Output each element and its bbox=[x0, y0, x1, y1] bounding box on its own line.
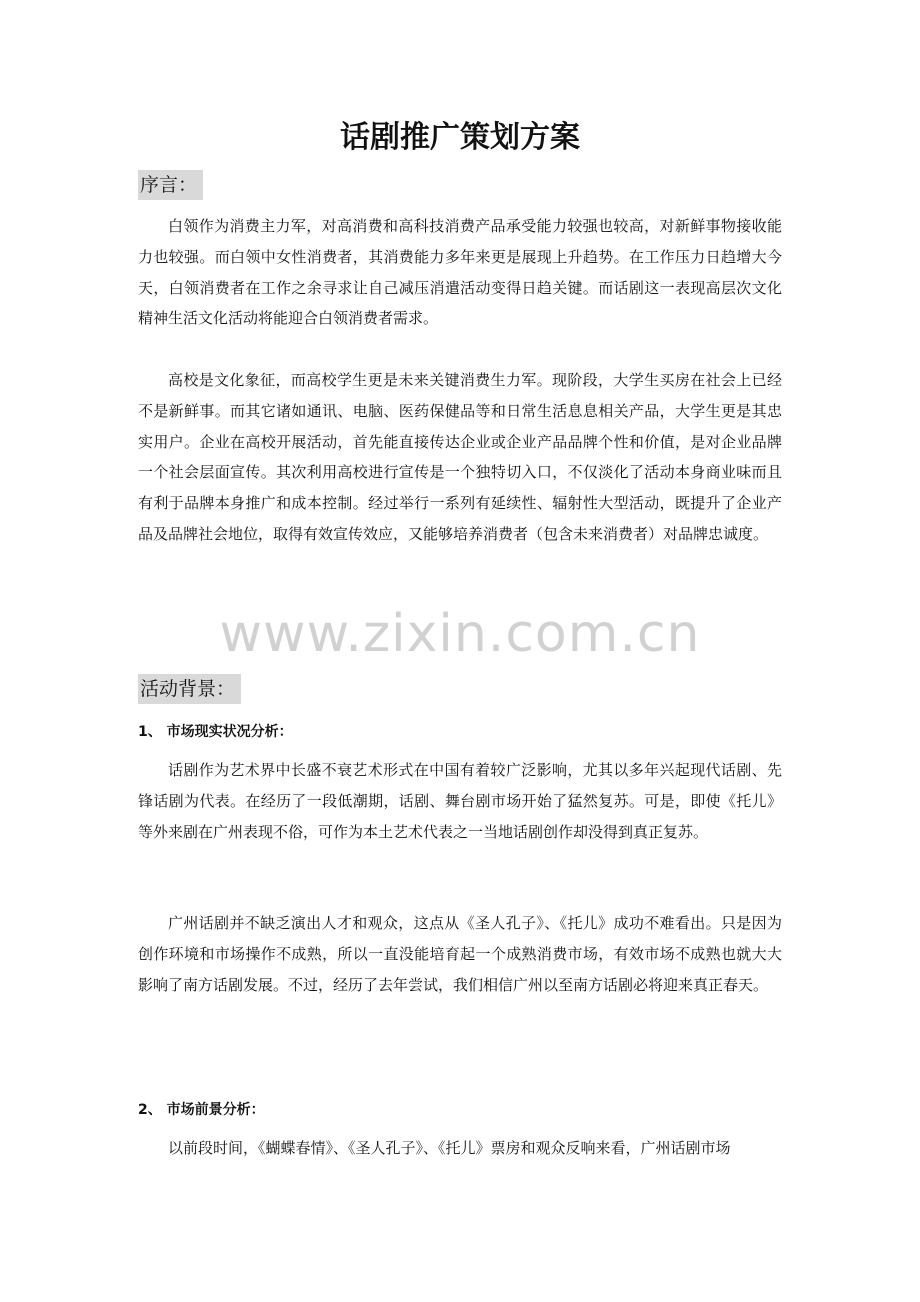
market-status-paragraph-2: 广州话剧并不缺乏演出人才和观众，这点从《圣人孔子》、《托儿》成功不难看出。只是因为创作环境和市场操作不成熟，所以一直没能培育起一个成熟消费市场，有效市场不成熟也就大大影响了南方话剧发展。不过，经历了去年尝试，我们相信广州以至南方话剧必将迎来真正春天。 bbox=[138, 914, 782, 994]
market-status-paragraph-1: 话剧作为艺术界中长盛不衰艺术形式在中国有着较广泛影响，尤其以多年兴起现代话剧、先锋话剧为代表。在经历了一段低潮期，话剧、舞台剧市场开始了猛然复苏。可是，即使《托儿》等外来剧在广州表现不俗，可作为本土艺术代表之一当地话剧创作却没得到真正复苏。 bbox=[138, 761, 782, 841]
market-status-heading: 1、 市场现实状况分析： bbox=[138, 724, 293, 740]
market-outlook-heading: 2、 市场前景分析： bbox=[138, 1102, 265, 1118]
preface-paragraph-2: 高校是文化象征，而高校学生更是未来关键消费生力军。现阶段，大学生买房在社会上已经不是新鲜事。而其它诸如通讯、电脑、医药保健品等和日常生活息息相关产品，大学生更是其忠实用户。企业在高校开展活动，首先能直接传达企业或企业产品品牌个性和价值，是对企业品牌一个社会层面宣传。其次利用高校进行宣传是一个独特切入口，不仅淡化了活动本身商业味而且有利于品牌本身推广和成本控制。经过举行一系列有延续性、辐射性大型活动，既提升了企业产品及品牌社会地位，取得有效宣传效应，又能够培养消费者（包含未来消费者）对品牌忠诚度。 bbox=[138, 371, 782, 543]
background-heading: 活动背景： bbox=[138, 674, 241, 704]
market-outlook-paragraph-1: 以前段时间，《蝴蝶春情》、《圣人孔子》、《托儿》票房和观众反响来看，广州话剧市场 bbox=[168, 1139, 731, 1157]
watermark: www.zixin.com.cn bbox=[219, 604, 701, 664]
preface-heading: 序言： bbox=[138, 170, 203, 200]
document-title: 话剧推广策划方案 bbox=[340, 120, 580, 155]
preface-paragraph-1: 白领作为消费主力军，对高消费和高科技消费产品承受能力较强也较高，对新鲜事物接收能力也较强。而白领中女性消费者，其消费能力多年来更是展现上升趋势。在工作压力日趋增大今天，白领消费者在工作之余寻求让自己减压消遣活动变得日趋关键。而话剧这一表现高层次文化精神生活文化活动将能迎合白领消费者需求。 bbox=[138, 217, 782, 328]
